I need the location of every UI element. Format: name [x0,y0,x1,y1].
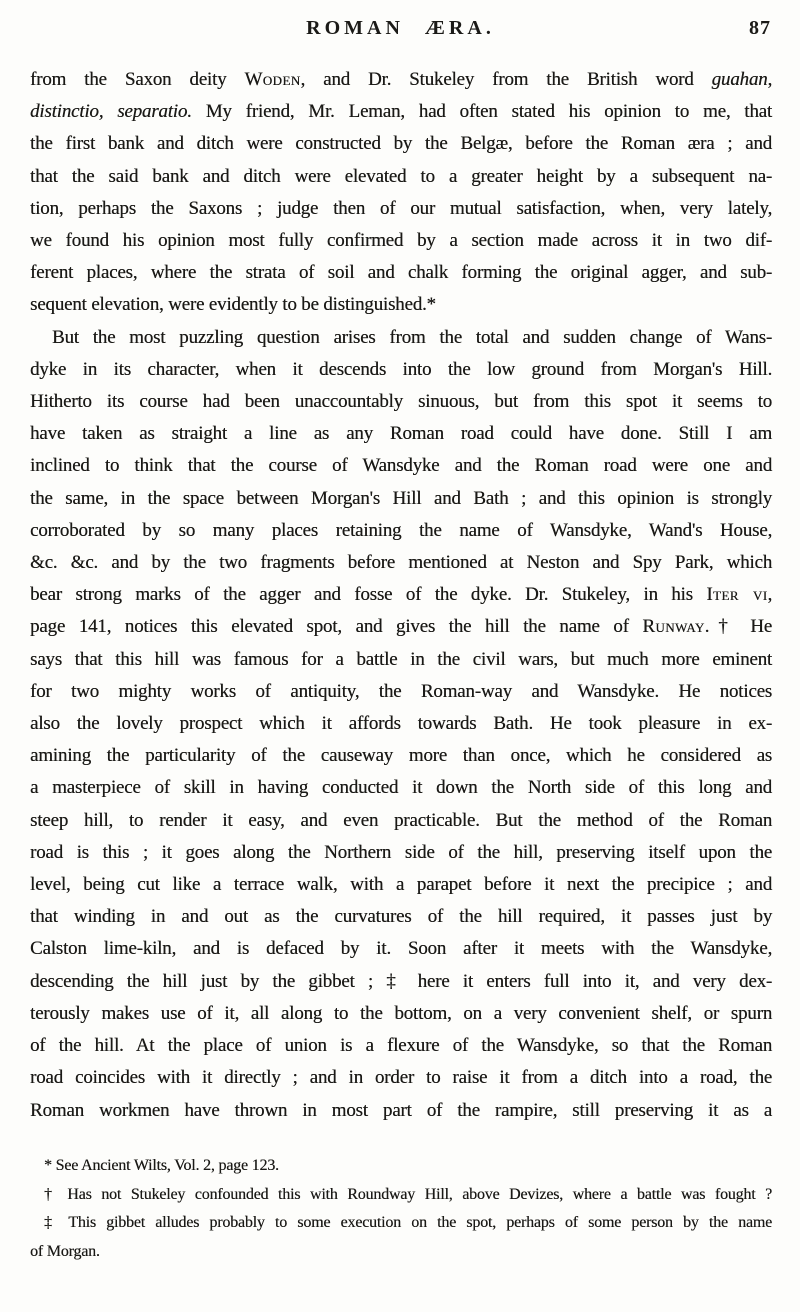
text-line: tion, perhaps the Saxons ; judge then of our mutual satisfaction, when, very lately, [30,197,772,219]
text-line: inclined to think that the course of Wansdyke and the Roman road were one and [30,455,772,477]
text-line: Calston lime-kiln, and is defaced by it. Soon after it meets with the Wansdyke, [30,938,772,960]
text-line: descending the hill just by the gibbet ; ‡ here it enters full into it, and very dex- [30,970,772,992]
text-line: bear strong marks of the agger and fosse of the dyke. Dr. Stukeley, in his Iter vi, [30,584,772,606]
text-line: that the said bank and ditch were elevated to a greater height by a subsequent na- [30,165,772,187]
text-line: that winding in and out as the curvatures of the hill required, it passes just by [30,906,772,928]
text-line: But the most puzzling question arises from the total and sudden change of Wans- [52,326,772,348]
text-line: says that this hill was famous for a battle in the civil wars, but much more eminent [30,648,772,670]
text-line: amining the particularity of the causeway more than once, which he considered as [30,745,772,767]
page-header [30,17,771,45]
footnote-line: of Morgan. [30,1242,100,1260]
text-line: the first bank and ditch were constructed by the Belgæ, before the Roman æra ; and [30,133,772,155]
text-line: road is this ; it goes along the Northern side of the hill, preserving itself upon the [30,841,772,863]
text-line: from the Saxon deity Woden, and Dr. Stukeley from the British word guahan, [30,69,772,90]
text-line: a masterpiece of skill in having conducted it down the North side of this long and [30,777,772,799]
text-line: level, being cut like a terrace walk, with a parapet before it next the precipice ; and [30,874,772,896]
running-title: ROMAN ÆRA. [306,17,495,39]
text-line: have taken as straight a line as any Roman road could have done. Still I am [30,423,772,445]
page-number: 87 [749,17,771,39]
text-line: corroborated by so many places retaining the name of Wansdyke, Wand's House, [30,519,772,541]
text-line: the same, in the space between Morgan's Hill and Bath ; and this opinion is strongly [30,487,772,509]
text-line: we found his opinion most fully confirmed by a section made across it in two dif- [30,230,772,252]
footnotes [30,1152,772,1266]
text-line: for two mighty works of antiquity, the Roman-way and Wansdyke. He notices [30,680,772,702]
footnote-line: † Has not Stukeley confounded this with Roundway Hill, above Devizes, where a battle was fought ? [44,1185,772,1203]
text-line: Roman workmen have thrown in most part of the rampire, still preserving it as a [30,1099,772,1121]
footnote-line: * See Ancient Wilts, Vol. 2, page 123. [44,1157,279,1174]
text-line: sequent elevation, were evidently to be distinguished.* [30,294,436,316]
text-line: steep hill, to render it easy, and even practicable. But the method of the Roman [30,809,772,831]
text-line: road coincides with it directly ; and in order to raise it from a ditch into a road, the [30,1067,772,1089]
text-line: page 141, notices this elevated spot, and gives the hill the name of Runway.† He [30,616,772,638]
text-line: dyke in its character, when it descends into the low ground from Morgan's Hill. [30,358,772,380]
footnote-line: ‡ This gibbet alludes probably to some execution on the spot, perhaps of some person by the name [44,1214,772,1231]
text-line: terously makes use of it, all along to the bottom, on a very convenient shelf, or spurn [30,1002,772,1024]
text-line: distinctio, separatio. My friend, Mr. Leman, had often stated his opinion to me, that [30,101,772,123]
text-line: &c. &c. and by the two fragments before mentioned at Neston and Spy Park, which [30,552,772,574]
text-line: ferent places, where the strata of soil and chalk forming the original agger, and sub- [30,262,772,284]
text-line: also the lovely prospect which it affords towards Bath. He took pleasure in ex- [30,713,772,735]
text-line: Hitherto its course had been unaccountably sinuous, but from this spot it seems to [30,391,772,413]
page-body [30,64,772,1127]
text-line: of the hill. At the place of union is a flexure of the Wansdyke, so that the Roman [30,1035,772,1057]
